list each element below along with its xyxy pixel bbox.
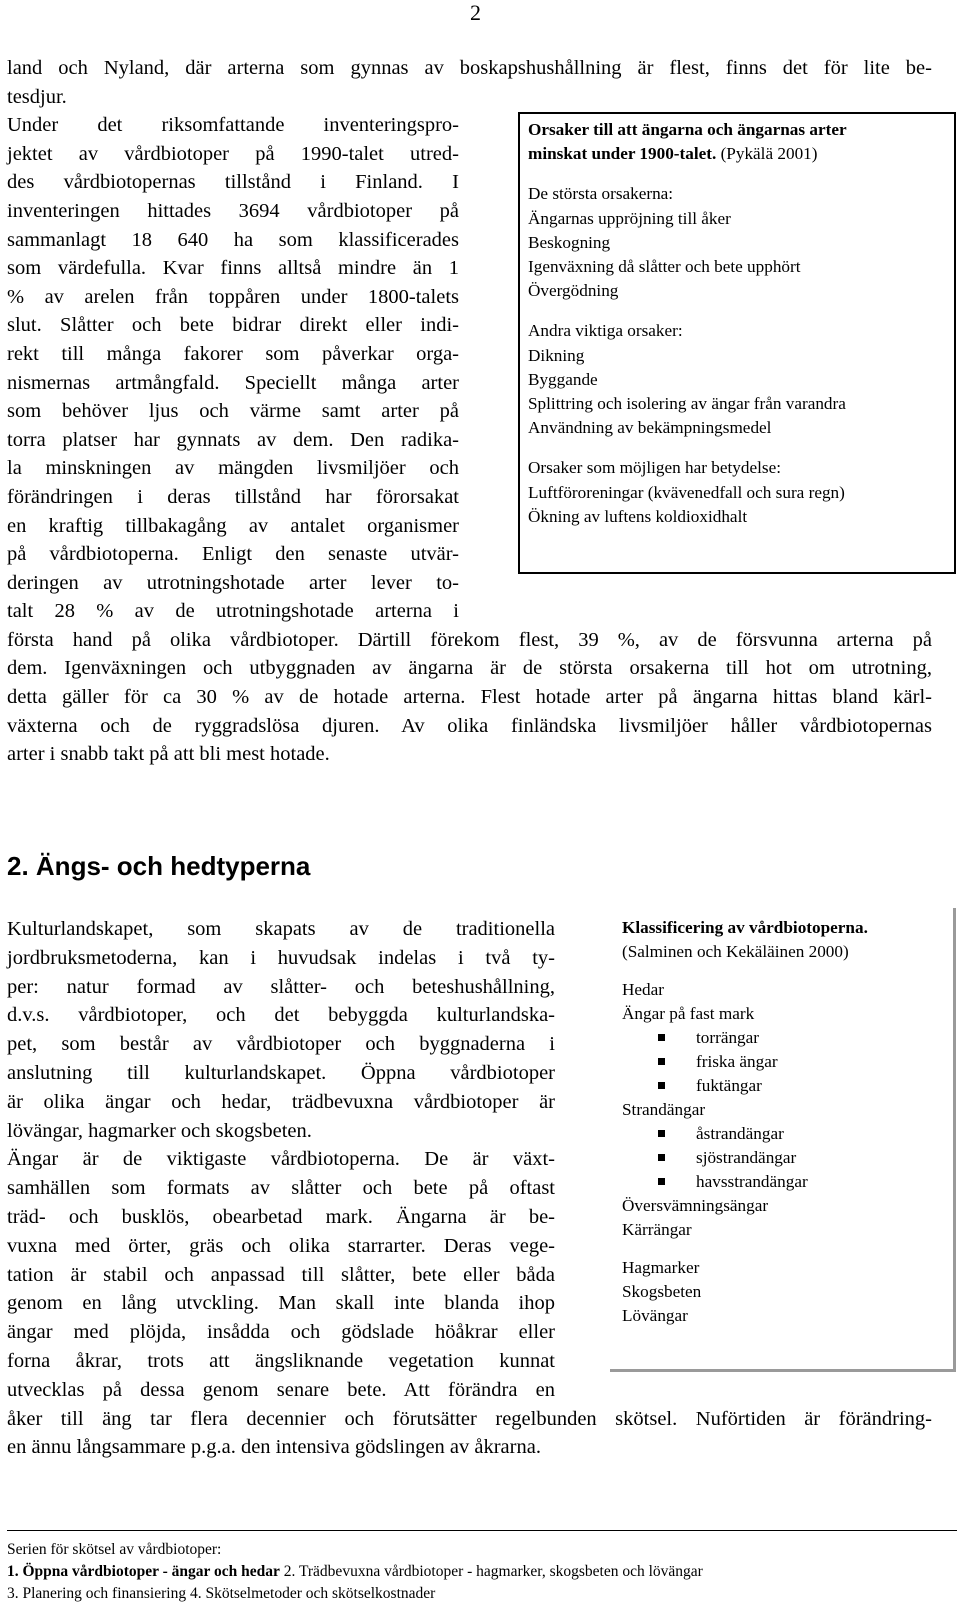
classification-reference: (Salminen och Kekäläinen 2000) <box>622 942 849 961</box>
text-line: per: natur formad av slåtter- och beteshushållning, <box>7 975 555 998</box>
class-item-hagmarker: Hagmarker <box>622 1258 700 1277</box>
section-heading: 2. Ängs- och hedtyperna <box>7 851 311 881</box>
cause-item: Luftföroreningar (kvävenedfall och sura regn) <box>528 482 845 502</box>
text-line: som behöver ljus och värme samt arter på <box>7 400 459 423</box>
text-line: land och Nyland, där arterna som gynnas av boskapshushållning är flest, finns det för lite be- <box>7 57 932 79</box>
text-line: des vårdbiotopernas tillstånd i Finland. I <box>7 171 459 194</box>
text-line: pet, som består av vårdbiotoper och byggnaderna i <box>7 1033 555 1056</box>
text-line: inventeringen hittades 3694 vårdbiotoper på <box>7 199 459 222</box>
bullet-item: torrängar <box>622 1026 953 1050</box>
text-line: som värdefulla. Kvar finns alltså mindre än 1 <box>7 257 459 280</box>
text-line: Under det riksomfattande inventeringspro- <box>7 114 459 137</box>
text-line: växterna och de ryggradslösa djuren. Av olika finländska livsmiljöer håller vårdbiotopernas <box>7 714 932 737</box>
series-label: Serien för skötsel av vårdbiotoper: <box>7 1541 222 1558</box>
bullet-item: havsstrandängar <box>622 1170 953 1194</box>
text-line: talt 28 % av de utrotningshotade arterna i <box>7 600 459 623</box>
cause-item: Byggande <box>528 369 598 389</box>
text-line: på vårdbiotoperna. Enligt den senaste utvär- <box>7 543 459 566</box>
text-line: en kraftig tillbakagång av antalet organismer <box>7 514 459 537</box>
cause-item: Splittring och isolering av ängar från varandra <box>528 394 846 414</box>
causes-box <box>518 112 956 574</box>
cause-item: Ängarnas uppröjning till åker <box>528 208 731 228</box>
text-line: tesdjur. <box>7 85 67 108</box>
text-line: torra platser har gynnats av dem. Den radika- <box>7 428 459 451</box>
text-line: samhällen som formats av slåtter och bete på oftast <box>7 1177 555 1200</box>
text-line: träd- och busklös, obearbetad mark. Ängarna är be- <box>7 1205 555 1228</box>
text-line: lövängar, hagmarker och skogsbeten. <box>7 1119 312 1142</box>
text-line: ängar med plöjda, insådda och gödslade höåkrar eller <box>7 1321 555 1344</box>
text-line: sammanlagt 18 640 ha som klassificerades <box>7 228 459 251</box>
text-line: arter i snabb takt på att bli mest hotade. <box>7 743 330 766</box>
bullet-item: åstrandängar <box>622 1122 953 1146</box>
classification-title: Klassificering av vårdbiotoperna. <box>622 918 868 937</box>
cause-item: Ökning av luftens koldioxidhalt <box>528 506 748 526</box>
bullet-item: fuktängar <box>622 1074 953 1098</box>
text-line: rekt till många fakorer som påverkar orga- <box>7 342 459 365</box>
text-line: la minskningen av mängden livsmiljöer och <box>7 457 459 480</box>
text-line: detta gäller för ca 30 % av de hotade arterna. Flest hotade arter på ängarna hittas bland kärl- <box>7 686 932 709</box>
class-item-karr: Kärrängar <box>622 1220 692 1239</box>
class-item-lovangar: Lövängar <box>622 1306 688 1325</box>
series-line-1: 1. Öppna vårdbiotoper - ängar och hedar 2. Trädbevuxna vårdbiotoper - hagmarker, skogsbeten och lövängar <box>7 1563 703 1580</box>
text-line: är olika ängar och hedar, trädbevuxna vårdbiotoper är <box>7 1090 555 1113</box>
text-line: deringen av utrotningshotade arter lever to- <box>7 571 459 594</box>
text-line: dem. Igenväxningen och utbyggnaden av ängarna är de största orsakerna till hot om utrotning, <box>7 657 932 680</box>
main-causes-heading: De största orsakerna: <box>528 184 674 204</box>
text-line: åker till äng tar flera decennier och förutsätter regelbunden skötsel. Nuförtiden är förändring- <box>7 1407 932 1430</box>
class-item-oversvamning: Översvämningsängar <box>622 1196 769 1215</box>
bullet-item: sjöstrandängar <box>622 1146 953 1170</box>
page-number: 2 <box>470 0 481 25</box>
text-line: förändringen i deras tillstånd har förorsakat <box>7 485 459 508</box>
cause-item: Dikning <box>528 345 585 365</box>
text-line: jordbruksmetoderna, kan i huvudsak indelas i två ty- <box>7 946 555 969</box>
cause-item: Igenväxning då slåtter och bete upphört <box>528 257 801 277</box>
classification-box <box>610 908 956 1372</box>
class-item-hedar: Hedar <box>622 980 664 999</box>
text-line: nismernas artmångfald. Speciellt många arter <box>7 371 459 394</box>
cause-item: Användning av bekämpningsmedel <box>528 418 772 438</box>
text-line: Ängar är de viktigaste vårdbiotoperna. De är växt- <box>7 1148 555 1171</box>
text-line: genom en lång utvckling. Man skall inte blanda ihop <box>7 1292 555 1315</box>
text-line: slut. Slåtter och bete bidrar direkt eller indi- <box>7 314 459 337</box>
text-line: anslutning till kulturlandskapet. Öppna vårdbiotoper <box>7 1061 555 1084</box>
text-line: d.v.s. vårdbiotoper, och det bebyggda kulturlandska- <box>7 1004 555 1027</box>
other-causes-heading: Andra viktiga orsaker: <box>528 321 683 341</box>
text-line: % av arelen från toppåren under 1800-talets <box>7 285 459 308</box>
text-line: första hand på olika vårdbiotoper. Därtill förekom flest, 39 %, av de försvunna arterna på <box>7 628 932 651</box>
causes-box-title: Orsaker till att ängarna och ängarnas arter <box>528 120 847 139</box>
cause-item: Övergödning <box>528 281 619 301</box>
class-item-skogsbeten: Skogsbeten <box>622 1282 702 1301</box>
text-line: en ännu långsammare p.g.a. den intensiva gödslingen av åkrarna. <box>7 1436 541 1459</box>
possible-causes-heading: Orsaker som möjligen har betydelse: <box>528 458 781 478</box>
class-item-fast-mark: Ängar på fast mark <box>622 1004 755 1023</box>
series-line-2: 3. Planering och finansiering 4. Skötselmetoder och skötselkostnader <box>7 1585 436 1602</box>
text-line: jektet av vårdbiotoper på 1990-talet utred- <box>7 142 459 165</box>
class-item-strand: Strandängar <box>622 1100 706 1119</box>
cause-item: Beskogning <box>528 232 611 252</box>
series-footer <box>7 1530 957 1605</box>
text-line: utvecklas på dessa genom senare bete. Att förändra en <box>7 1378 555 1401</box>
text-line: tation är stabil och anpassad till slåtter, bete eller båda <box>7 1263 555 1286</box>
text-line: Kulturlandskapet, som skapats av de traditionella <box>7 918 555 940</box>
text-line: forna åkrar, trots att ängsliknande vegetation kunnat <box>7 1349 555 1372</box>
bullet-item: friska ängar <box>622 1050 953 1074</box>
causes-box-title-line2: minskat under 1900-talet. (Pykälä 2001) <box>528 144 818 164</box>
text-line: vuxna med örter, gräs och olika starrarter. Deras vege- <box>7 1234 555 1257</box>
